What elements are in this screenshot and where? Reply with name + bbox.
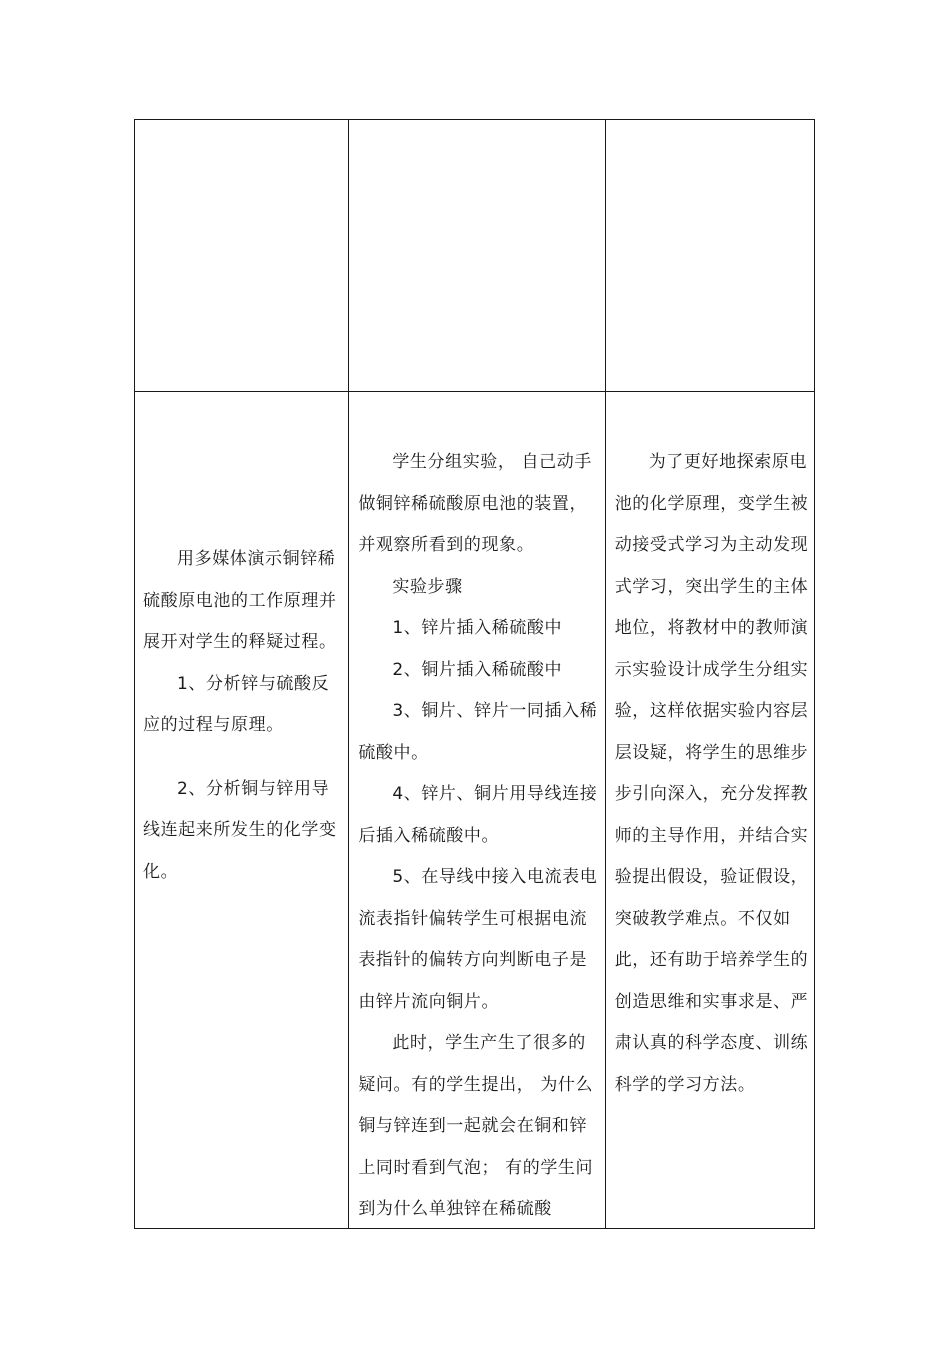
lesson-plan-table [134, 119, 815, 1229]
empty-cell-intent [605, 120, 814, 392]
teacher-paragraph: 2、分析铜与锌用导线连起来所发生的化学变化。 [143, 778, 337, 882]
table-row-content [135, 392, 815, 1229]
teacher-paragraph: 用多媒体演示铜锌稀硫酸原电池的工作原理并展开对学生的释疑过程。 [143, 549, 337, 652]
teacher-paragraph: 1、分析锌与硫酸反应的过程与原理。 [143, 673, 330, 735]
student-paragraph: 实验步骤 [392, 576, 463, 597]
design-intent-cell [605, 392, 814, 1229]
student-paragraph: 学生分组实验， 自己动手做铜锌稀硫酸原电池的装置，并观察所看到的现象。 [358, 452, 592, 555]
student-paragraph: 2、铜片插入稀硫酸中 [392, 659, 563, 680]
teacher-activity-cell [135, 392, 349, 1229]
design-intent-text [615, 442, 809, 1106]
empty-cell-student [349, 120, 605, 392]
student-paragraph: 1、锌片插入稀硫酸中 [392, 618, 563, 638]
teacher-activity-text [143, 539, 343, 893]
student-paragraph: 3、铜片、锌片一同插入稀硫酸中。 [358, 701, 598, 763]
student-activity-text [358, 442, 598, 1231]
student-paragraph: 此时，学生产生了很多的疑问。有的学生提出， 为什么铜与锌连到一起就会在铜和锌上同时看到气泡； 有的学生问到为什么单独锌在稀硫酸 [358, 1033, 594, 1219]
empty-cell-teacher [135, 120, 349, 392]
table-row-empty [135, 120, 815, 392]
student-activity-cell [349, 392, 605, 1229]
intent-paragraph: 为了更好地探索原电池的化学原理，变学生被动接受式学习为主动发现式学习，突出学生的主体地位，将教材中的教师演示实验设计成学生分组实验，这样依据实验内容层层设疑，将学生的思维步步引向深入，充分发挥教师的主导作用，并结合实验提出假设，验证假设，突破教学难点。不仅如此，还有助于培养学生的创造思维和实事求是、严肃认真的科学态度、训练科学的学习方法。 [614, 452, 809, 1095]
student-paragraph: 5、在导线中接入电流表电流表指针偏转学生可根据电流表指针的偏转方向判断电子是由锌片流向铜片。 [358, 867, 598, 1012]
student-paragraph: 4、锌片、铜片用导线连接后插入稀硫酸中。 [358, 784, 598, 846]
